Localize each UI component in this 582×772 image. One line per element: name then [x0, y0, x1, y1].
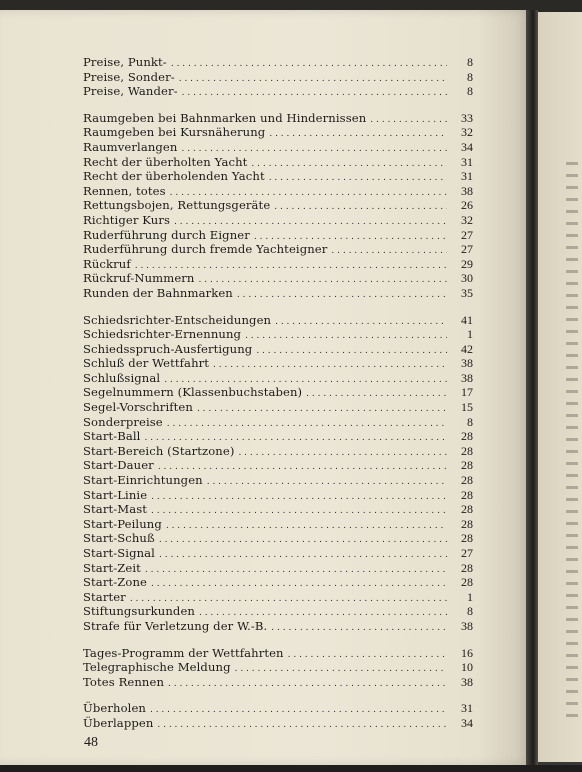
dot-leader [168, 677, 447, 692]
index-page-ref: 8 [467, 84, 473, 99]
index-entry [83, 531, 473, 546]
index-term: Segelnummern (Klassenbuchstaben) [83, 385, 303, 400]
index-term: Rennen, totes [83, 183, 166, 198]
index-term: Segel-Vorschriften [83, 400, 193, 415]
index-page-ref: 17 [461, 385, 473, 400]
index-page-ref: 31 [461, 154, 473, 169]
index-term: Start-Einrichtungen [83, 473, 203, 488]
index-group [83, 111, 473, 301]
dot-leader [245, 329, 447, 344]
index-entry [83, 444, 473, 459]
index-entry [83, 517, 473, 532]
index-term: Schiedsrichter-Ernennung [83, 327, 242, 342]
index-term: Start-Zeit [83, 560, 141, 575]
index-entry [83, 590, 473, 605]
index-term: Sonderpreise [83, 414, 163, 429]
index-page-ref: 27 [461, 242, 473, 257]
index-term: Raumgeben bei Bahnmarken und Hindernissen [83, 110, 367, 125]
dot-leader [269, 127, 447, 142]
index-entry [83, 313, 473, 328]
dot-leader [167, 417, 447, 432]
index-page-ref: 42 [461, 341, 473, 356]
index-term: Start-Zone [83, 575, 147, 590]
index-page-ref: 31 [461, 701, 473, 716]
index-page-ref: 32 [461, 212, 473, 227]
dot-leader [199, 273, 448, 288]
index-entry [83, 111, 473, 126]
index-term: Strafe für Verletzung der W.-B. [83, 618, 268, 633]
index-group [83, 313, 473, 634]
index-entry [83, 70, 473, 85]
index-entry [83, 257, 473, 272]
dot-leader [150, 703, 447, 718]
index-page-ref: 15 [461, 400, 473, 415]
index-page-ref: 28 [461, 560, 473, 575]
index-page-ref: 16 [461, 645, 473, 660]
scan-bottom-edge [0, 765, 582, 772]
index-page-ref: 28 [461, 429, 473, 444]
index-entry [83, 716, 473, 731]
index-term: Recht der überholten Yacht [83, 154, 248, 169]
index-page-ref: 10 [461, 660, 473, 675]
index-page-ref: 8 [467, 414, 473, 429]
index-page-ref: 38 [461, 356, 473, 371]
dot-leader [251, 157, 447, 172]
index-term: Preise, Wander- [83, 84, 178, 99]
index-term: Recht der überholenden Yacht [83, 169, 265, 184]
dot-leader [157, 718, 447, 733]
index-term: Start-Schuß [83, 531, 155, 546]
index-page-ref: 26 [461, 198, 473, 213]
index-page-ref: 1 [467, 589, 473, 604]
index-entry [83, 561, 473, 576]
index-page-ref: 41 [461, 312, 473, 327]
index-entry [83, 184, 473, 199]
index-entry [83, 342, 473, 357]
index-page-ref: 8 [467, 69, 473, 84]
dot-leader [331, 244, 447, 259]
dot-leader [207, 475, 447, 490]
index-entry [83, 140, 473, 155]
index-term: Schiedsrichter-Entscheidungen [83, 312, 272, 327]
dot-leader [213, 358, 447, 373]
index-page-ref: 1 [467, 327, 473, 342]
dot-leader [166, 519, 447, 534]
index-entry [83, 675, 473, 690]
index-entry [83, 242, 473, 257]
index-entry [83, 228, 473, 243]
index-term: Runden der Bahnmarken [83, 285, 233, 300]
index-page-ref: 35 [461, 285, 473, 300]
index-term: Start-Peilung [83, 516, 162, 531]
index-entry [83, 429, 473, 444]
index-entry [83, 213, 473, 228]
index-term: Stiftungsurkunden [83, 604, 195, 619]
index-page-ref: 38 [461, 370, 473, 385]
index-term: Schluß der Wettfahrt [83, 356, 210, 371]
index-page-ref: 32 [461, 125, 473, 140]
page-number: 48 [84, 735, 98, 750]
index-term: Start-Dauer [83, 458, 154, 473]
index-page-ref: 38 [461, 183, 473, 198]
index-entry [83, 458, 473, 473]
index-term: Ruderführung durch fremde Yachteigner [83, 242, 328, 257]
index-page-ref: 31 [461, 169, 473, 184]
dot-leader [171, 57, 447, 72]
index-page-ref: 30 [461, 271, 473, 286]
index-term: Starter [83, 589, 126, 604]
dot-leader [271, 621, 447, 636]
index-entry [83, 371, 473, 386]
index-group [83, 701, 473, 730]
dot-leader [275, 315, 447, 330]
index-term: Richtiger Kurs [83, 212, 171, 227]
index-entry [83, 502, 473, 517]
index-entry [83, 271, 473, 286]
index-entry [83, 286, 473, 301]
index-page-ref: 28 [461, 502, 473, 517]
index-entry [83, 604, 473, 619]
index-term: Ruderführung durch Eigner [83, 227, 250, 242]
index-term: Überlappen [83, 715, 154, 730]
index-term: Überholen [83, 701, 146, 716]
index-term: Preise, Punkt- [83, 55, 167, 69]
index-page-ref: 28 [461, 487, 473, 502]
dot-leader [370, 113, 447, 128]
index-page-ref: 28 [461, 531, 473, 546]
index-entry [83, 488, 473, 503]
index-page-ref: 8 [467, 604, 473, 619]
index-entry [83, 415, 473, 430]
index-entry [83, 125, 473, 140]
index-page-ref: 38 [461, 674, 473, 689]
index-page-ref: 28 [461, 443, 473, 458]
dot-leader [237, 288, 447, 303]
index-group [83, 646, 473, 690]
index-page-ref: 28 [461, 458, 473, 473]
dot-leader [288, 648, 447, 663]
index-entry [83, 198, 473, 213]
index-list [83, 55, 473, 731]
index-page-ref: 29 [461, 256, 473, 271]
index-entry [83, 575, 473, 590]
index-page-ref: 27 [461, 227, 473, 242]
dot-leader [238, 446, 447, 461]
dot-leader [306, 387, 447, 402]
index-term: Start-Linie [83, 487, 148, 502]
index-term: Raumverlangen [83, 139, 178, 154]
dot-leader [179, 72, 447, 87]
index-entry [83, 660, 473, 675]
index-page-ref: 33 [461, 110, 473, 125]
index-page-ref: 28 [461, 516, 473, 531]
dot-leader [182, 86, 447, 101]
index-term: Schiedsspruch-Ausfertigung [83, 341, 253, 356]
index-entry [83, 356, 473, 371]
index-term: Totes Rennen [83, 674, 165, 689]
book-gutter [526, 10, 538, 765]
index-page-ref: 34 [461, 715, 473, 730]
dot-leader [197, 402, 447, 417]
index-entry [83, 400, 473, 415]
index-entry [83, 473, 473, 488]
index-term: Start-Bereich (Startzone) [83, 443, 235, 458]
index-term: Tages-Programm der Wettfahrten [83, 645, 284, 660]
dot-leader [159, 533, 447, 548]
dot-leader [151, 490, 447, 505]
index-entry [83, 546, 473, 561]
index-entry [83, 169, 473, 184]
index-entry [83, 619, 473, 634]
dot-leader [269, 171, 447, 186]
index-term: Rückruf [83, 256, 131, 271]
index-term: Start-Mast [83, 502, 148, 517]
index-term: Rückruf-Nummern [83, 271, 195, 286]
index-page-ref: 28 [461, 473, 473, 488]
index-entry [83, 155, 473, 170]
index-entry [83, 55, 473, 70]
index-entry [83, 327, 473, 342]
dot-leader [235, 662, 447, 677]
dot-leader [151, 504, 447, 519]
index-entry [83, 646, 473, 661]
dot-leader [274, 200, 447, 215]
index-page-ref: 8 [467, 55, 473, 69]
dot-leader [145, 563, 447, 578]
index-term: Rettungsbojen, Rettungsgeräte [83, 198, 271, 213]
index-page-ref: 38 [461, 618, 473, 633]
facing-page-edge [538, 12, 582, 762]
index-entry [83, 701, 473, 716]
index-term: Start-Signal [83, 546, 155, 560]
index-term: Raumgeben bei Kursnäherung [83, 125, 266, 140]
index-term: Start-Ball [83, 429, 141, 444]
index-term: Schlußsignal [83, 370, 161, 385]
facing-page-bleed [566, 162, 578, 722]
index-term: Preise, Sonder- [83, 69, 175, 84]
index-group [83, 55, 473, 99]
index-page-ref: 27 [461, 546, 473, 560]
index-entry [83, 84, 473, 99]
index-page-ref: 28 [461, 575, 473, 590]
index-page-ref: 34 [461, 139, 473, 154]
dot-leader [256, 344, 447, 359]
dot-leader [151, 577, 447, 592]
index-term: Telegraphische Meldung [83, 660, 231, 675]
index-entry [83, 385, 473, 400]
dot-leader [159, 548, 447, 563]
